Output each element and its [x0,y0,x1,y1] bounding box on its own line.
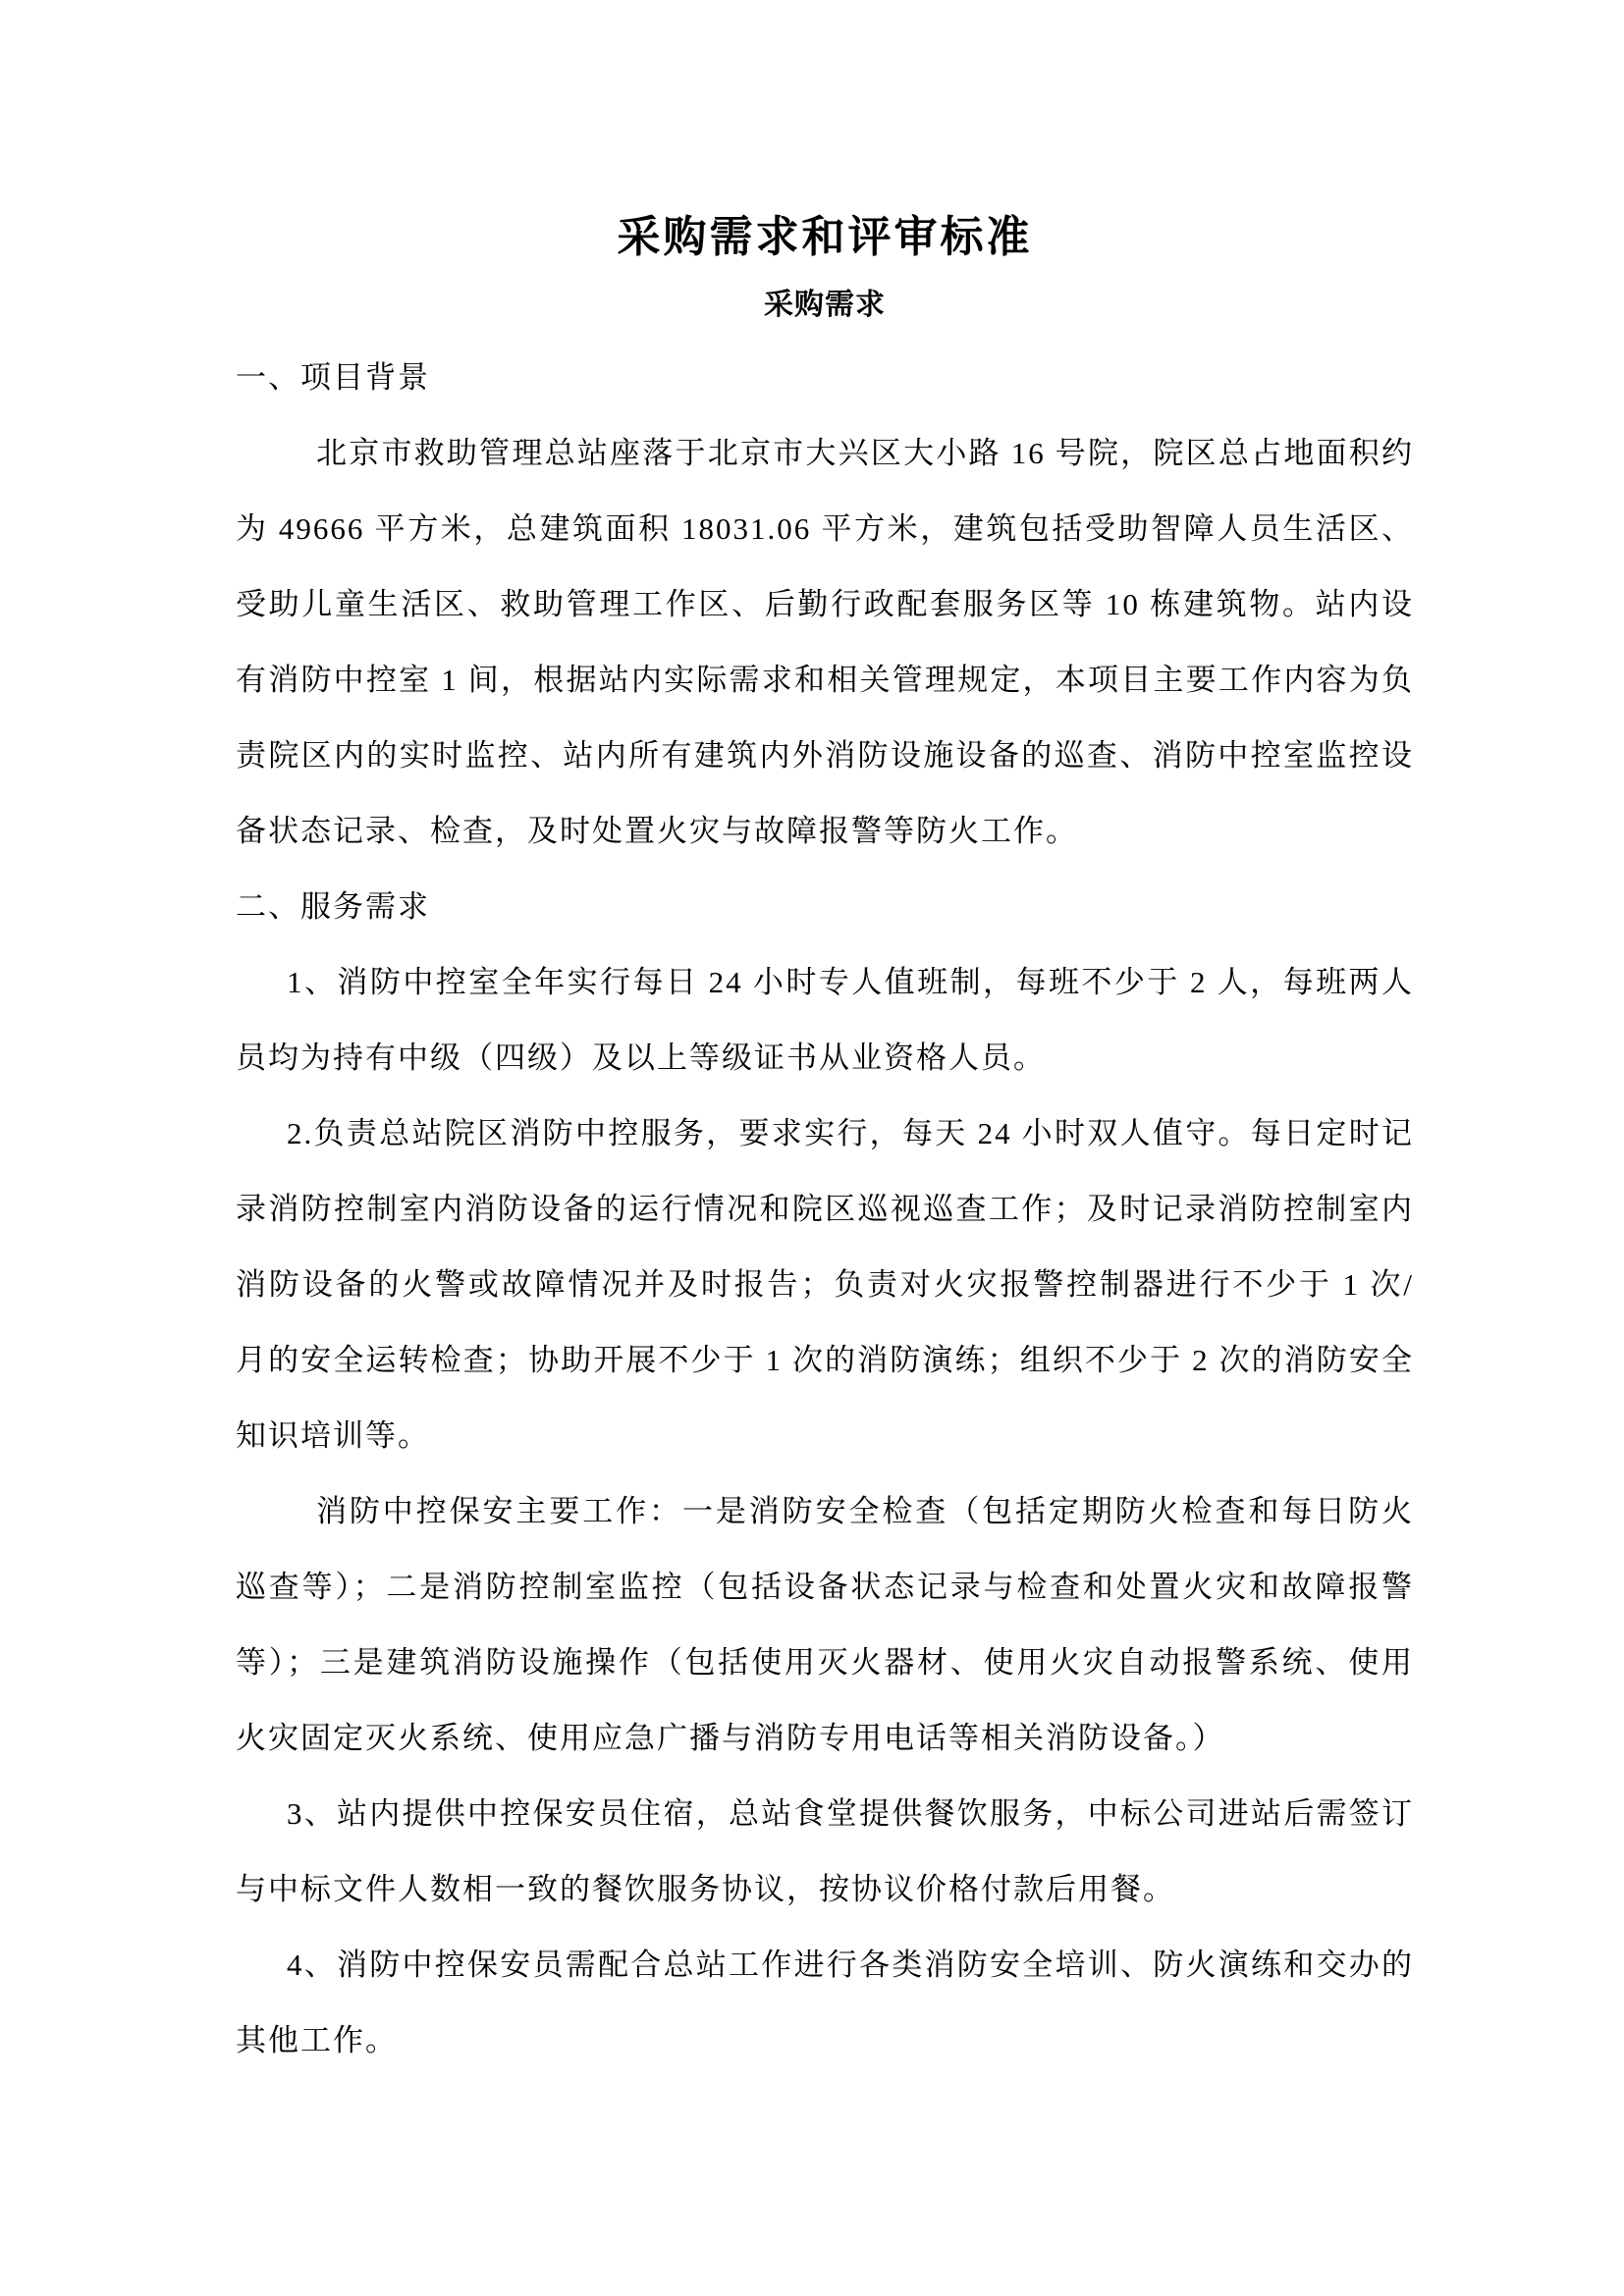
section-heading-service-requirements: 二、服务需求 [236,889,430,924]
paragraph-item-1: 1、消防中控室全年实行每日 24 小时专人值班制，每班不少于 2 人，每班两人员均为持有中级（四级）及以上等级证书从业资格人员。 [236,965,1414,1075]
section-service-requirements [236,869,1414,2078]
document-subtitle: 采购需求 [764,289,886,321]
section-project-background [236,340,1414,869]
document-title: 采购需求和评审标准 [617,213,1033,261]
document-body [236,208,1414,2078]
paragraph-item-3: 3、站内提供中控保安员住宿，总站食堂提供餐饮服务，中标公司进站后需签订与中标文件人数相一致的餐饮服务协议，按协议价格付款后用餐。 [236,1796,1414,1906]
paragraph-security-duties: 消防中控保安主要工作：一是消防安全检查（包括定期防火检查和每日防火巡查等）；二是消防控制室监控（包括设备状态记录与检查和处置火灾和故障报警等）；三是建筑消防设施操作（包括使用灭火器材、使用火灾自动报警系统、使用火灾固定灭火系统、使用应急广播与消防专用电话等相关消防设备。） [236,1494,1414,1755]
document-text [236,340,1414,2078]
paragraph-background: 北京市救助管理总站座落于北京市大兴区大小路 16 号院，院区总占地面积约为 49666 平方米，总建筑面积 18031.06 平方米，建筑包括受助智障人员生活区、受助儿童生活区、救助管理工作区、后勤行政配套服务区等 10 栋建筑物。站内设有消防中控室 1 间，根据站内实际需求和相关管理规定，本项目主要工作内容为负责院区内的实时监控、站内所有建筑内外消防设施设备的巡查、消防中控室监控设备状态记录、检查，及时处置火灾与故障报警等防火工作。 [236,436,1414,848]
paragraph-item-4: 4、消防中控保安员需配合总站工作进行各类消防安全培训、防火演练和交办的其他工作。 [236,1948,1414,2057]
paragraph-item-2: 2.负责总站院区消防中控服务，要求实行，每天 24 小时双人值守。每日定时记录消防控制室内消防设备的运行情况和院区巡视巡查工作；及时记录消防控制室内消防设备的火警或故障情况并及时报告；负责对火灾报警控制器进行不少于 1 次/月的安全运转检查；协助开展不少于 1 次的消防演练；组织不少于 2 次的消防安全知识培训等。 [236,1116,1414,1453]
section-heading-project-background: 一、项目背景 [236,360,430,395]
